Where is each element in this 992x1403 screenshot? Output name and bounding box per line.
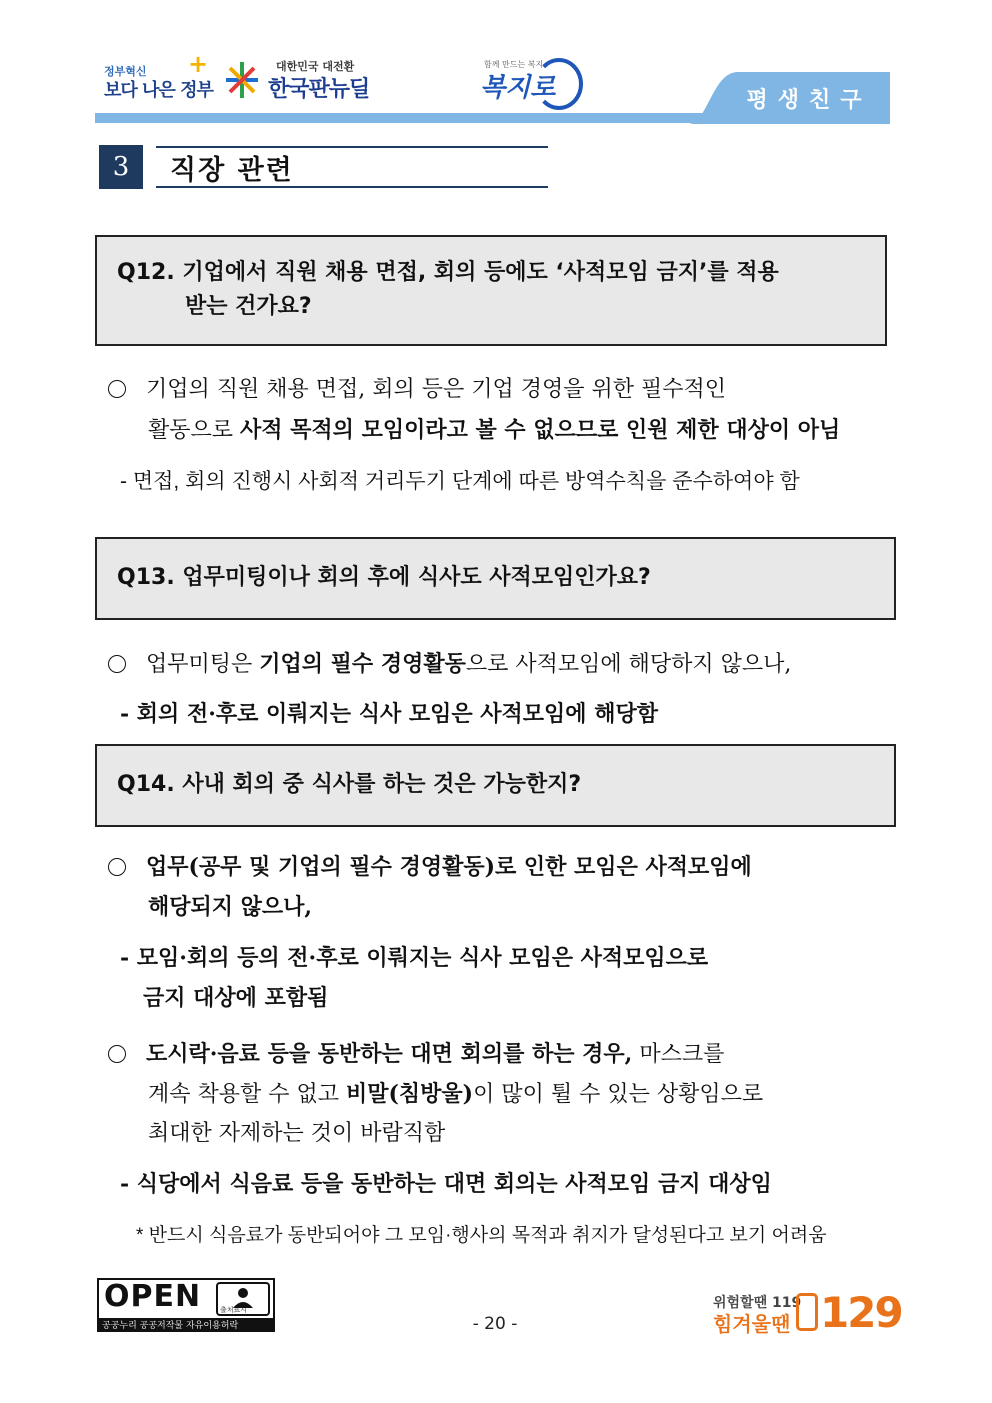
plus-icon: + <box>188 50 209 78</box>
answer-text-bold: 도시락·음료 등을 동반하는 대면 회의를 하는 경우, <box>146 1041 633 1067</box>
answer-text: 으로 사적모임에 해당하지 않으나, <box>465 652 792 677</box>
logo-new-deal: 한국판뉴딜 <box>268 77 370 102</box>
answer-text: 이 많이 튈 수 있는 상황임으로 <box>473 1082 764 1107</box>
answer-q14-sub1-cont: 금지 대상에 포함됨 <box>143 985 329 1011</box>
logo-new-deal-top: 대한민국 대전환 <box>276 60 355 73</box>
answer-q14-bullet1-cont: 해당되지 않으나, <box>148 894 313 920</box>
section-number: 3 <box>99 145 143 189</box>
answer-text: 활동으로 <box>148 418 241 443</box>
answer-text-bold: 기업의 필수 경영활동 <box>259 651 466 677</box>
circle-bullet-icon <box>108 380 126 398</box>
answer-text-bold: 사적 목적의 모임이라고 볼 수 없으므로 인원 제한 대상이 아님 <box>240 417 841 443</box>
footnote: * 반드시 식음료가 동반되어야 그 모임·행사의 목적과 취지가 달성된다고 보기 어려움 <box>136 1225 827 1246</box>
circle-bullet-icon <box>108 1045 126 1063</box>
answer-q14-bullet2-cont1 <box>148 1074 763 1115</box>
answer-q12-bullet1 <box>108 370 726 410</box>
header-tab-label: 평생친구 <box>746 88 872 113</box>
answer-text: 계속 착용할 수 없고 <box>148 1082 346 1107</box>
answer-q14-sub1: - 모임·회의 등의 전·후로 이뤄지는 식사 모임은 사적모임으로 <box>120 945 709 971</box>
answer-text: 업무미팅은 <box>146 652 260 677</box>
question-q12-line1: Q12. 기업에서 직원 채용 면접, 회의 등에도 ‘사적모임 금지’를 적용 <box>117 260 779 285</box>
question-q14: Q14. 사내 회의 중 식사를 하는 것은 가능한지? <box>117 772 582 797</box>
header-divider <box>95 113 890 123</box>
answer-q13-sub1: - 회의 전·후로 이뤄지는 식사 모임은 사적모임에 해당함 <box>120 701 658 727</box>
phone-icon <box>796 1293 818 1331</box>
answer-q12-sub1: - 면접, 회의 진행시 사회적 거리두기 단계에 따른 방역수칙을 준수하여야 함 <box>120 470 800 493</box>
answer-text-bold: 비말(침방울) <box>346 1081 474 1107</box>
open-badge-text: 출처표시 <box>220 1306 248 1314</box>
answer-text: 마스크를 <box>632 1042 725 1067</box>
circle-bullet-icon <box>108 655 126 673</box>
new-deal-logo-icon <box>224 60 260 100</box>
answer-q14-bullet1 <box>108 847 752 887</box>
logo-gov-innovation-top: 정부혁신 <box>104 65 147 78</box>
question-q12-line2: 받는 건가요? <box>185 294 312 319</box>
bokjiro-arc-icon <box>535 58 583 110</box>
circle-bullet-icon <box>108 858 126 876</box>
logo-bokjiro: 복지로 <box>480 73 556 103</box>
logo-bokjiro-top: 함께 만드는 복지 <box>484 60 544 69</box>
answer-q14-bullet2-cont2: 최대한 자제하는 것이 바람직함 <box>148 1121 446 1146</box>
section-title: 직장 관련 <box>170 155 294 186</box>
hotline-number: 129 <box>820 1288 902 1337</box>
open-caption: 공공누리 공공저작물 자유이용허락 <box>102 1321 239 1331</box>
answer-text-bold: 업무(공무 및 기업의 필수 경영활동)로 인한 모임은 사적모임에 <box>146 854 752 880</box>
answer-q14-sub2: - 식당에서 식음료 등을 동반하는 대면 회의는 사적모임 금지 대상임 <box>120 1171 772 1197</box>
open-label: OPEN <box>104 1279 202 1314</box>
logo-gov-innovation: 보다 나은 정부 <box>104 80 213 101</box>
page-number: - 20 - <box>472 1314 518 1334</box>
hotline-top-text: 위험할땐 119 <box>713 1295 802 1311</box>
question-q13: Q13. 업무미팅이나 회의 후에 식사도 사적모임인가요? <box>117 565 651 590</box>
answer-q14-bullet2 <box>108 1034 724 1075</box>
answer-q12-bullet1-cont <box>148 410 840 451</box>
answer-q13-bullet1 <box>108 644 791 685</box>
answer-text: 기업의 직원 채용 면접, 회의 등은 기업 경영을 위한 필수적인 <box>146 377 726 402</box>
hotline-bottom-text: 힘겨울땐 <box>713 1312 791 1336</box>
